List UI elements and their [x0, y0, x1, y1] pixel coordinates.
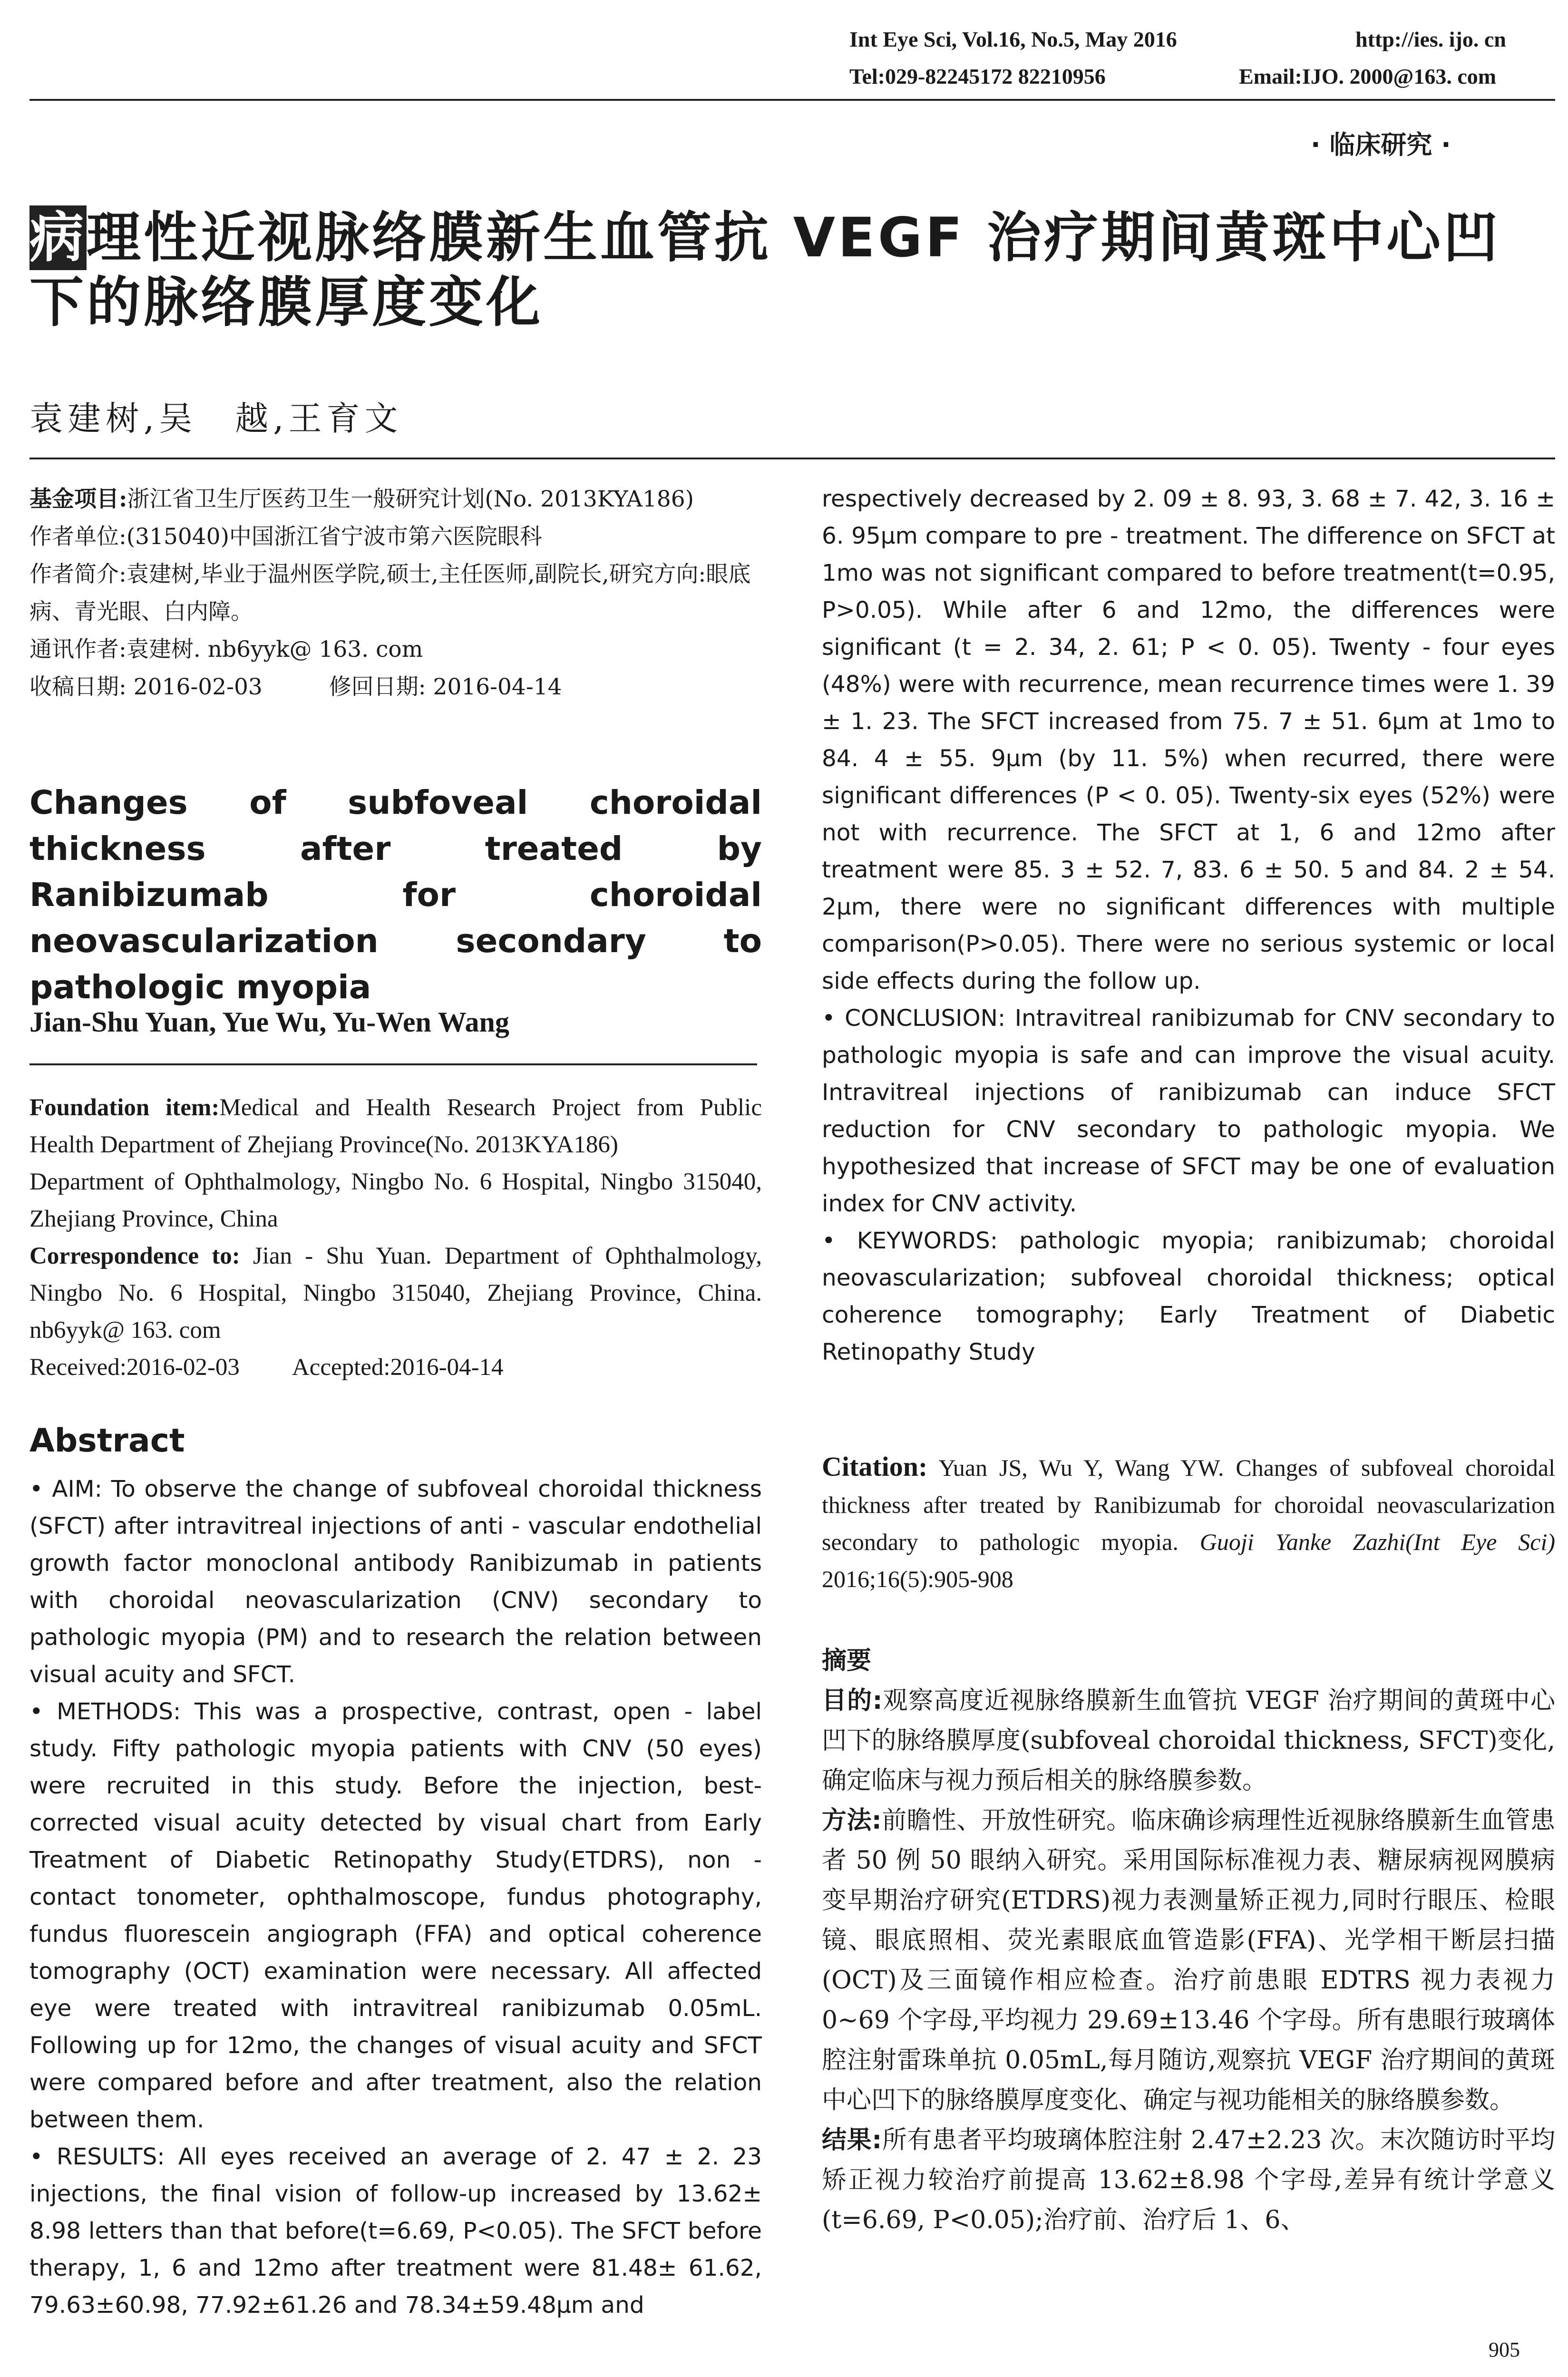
- abstract-results-part2: respectively decreased by 2. 09 ± 8. 93, 3. 68 ± 7. 42, 3. 16 ± 6. 95μm compare to pre - treatment. The difference on SFCT at 1mo was not significant compared to before treatment(t=0.95, P>0.05). While after 6 and 12mo, the differences were significant (t = 2. 34, 2. 61; P < 0. 05). Twenty - four eyes (48%) were with recurrence, mean recurrence times were 1. 39 ± 1. 23. The SFCT increased from 75. 7 ± 51. 6μm at 1mo to 84. 4 ± 55. 9μm (by 11. 5%) when recurred, there were significant differences (P < 0. 05). Twenty-six eyes (52%) were not with recurrence. The SFCT at 1, 6 and 12mo after treatment were 85. 3 ± 52. 7, 83. 6 ± 50. 5 and 84. 2 ± 54. 2μm, there were no significant differences with multiple comparison(P>0.05). There were no serious systemic or local side effects during the follow up.: [822, 486, 1555, 994]
- abstract-cn-aim-text: 观察高度近视脉络膜新生血管抗 VEGF 治疗期间的黄斑中心凹下的脉络膜厚度(subfoveal choroidal thickness, SFCT)变化,确定临床与视力预后相关的脉络膜参数。: [822, 1686, 1555, 1795]
- citation-tail: 2016;16(5):905-908: [822, 1566, 1013, 1592]
- corr-en: [29, 1237, 762, 1349]
- info-cn: [29, 480, 757, 706]
- page-number: 905: [1489, 2338, 1520, 2361]
- bio-cn: 作者简介:袁建树,毕业于温州医学院,硕士,主任医师,副院长,研究方向:眼底病、青光眼、白内障。: [29, 561, 751, 625]
- journal-tel: Tel:029-82245172 82210956: [849, 64, 1106, 88]
- title-rule: [29, 458, 1555, 459]
- citation-journal: Guoji Yanke Zazhi(Int Eye Sci): [1199, 1529, 1555, 1555]
- citation-label: Citation:: [822, 1451, 928, 1482]
- fund-en: [29, 1089, 762, 1163]
- abstract-aim: • AIM: To observe the change of subfoveal choroidal thickness (SFCT) after intravitreal injections of anti - vascular endothelial growth factor monoclonal antibody Ranibizumab in patients with choroidal neovascularization (CNV) secondary to pathologic myopia (PM) and to research the relation between visual acuity and SFCT.: [29, 1476, 762, 1688]
- journal-email[interactable]: Email:IJO. 2000@163. com: [1239, 64, 1497, 88]
- authors-en-rule: [29, 1063, 757, 1065]
- citation: [822, 1448, 1555, 1598]
- header-rule: [29, 99, 1555, 101]
- received-cn: 收稿日期: 2016-02-03: [29, 674, 263, 700]
- fund-cn-label: 基金项目:: [29, 486, 127, 512]
- dates-cn: [29, 668, 757, 706]
- title-cn-rest: 理性近视脉络膜新生血管抗 VEGF 治疗期间黄斑中心凹下的脉络膜厚度变化: [29, 206, 1500, 334]
- abstract-cn-methods: [822, 1801, 1555, 2120]
- abstract-cn-results-text: 所有患者平均玻璃体腔注射 2.47±2.23 次。末次随访时平均矫正视力较治疗前提高 13.62±8.98 个字母,差异有统计学意义(t=6.69, P<0.05);治疗前、治疗后 1、6、: [822, 2126, 1555, 2234]
- abstract-cn-results-label: 结果:: [822, 2126, 882, 2154]
- fund-en-label: Foundation item:: [29, 1094, 220, 1121]
- corr-en-label: Correspondence to:: [29, 1243, 240, 1269]
- title-cn: [29, 205, 1556, 335]
- abstract-cn-results: [822, 2120, 1555, 2240]
- authors-en: Jian-Shu Yuan, Yue Wu, Yu-Wen Wang: [29, 1006, 509, 1038]
- fund-en-text: Medical and Health Research Project from Public Health Department of Zhejiang Province(No. 2013KYA186): [29, 1094, 762, 1158]
- abstract-results-part1: • RESULTS: All eyes received an average of 2. 47 ± 2. 23 injections, the final vision of follow-up increased by 13.62± 8.98 letters than that before(t=6.69, P<0.05). The SFCT before therapy, 1, 6 and 12mo after treatment were 81.48± 61.62, 79.63±60.98, 77.92±61.26 and 78.34±59.48μm and: [29, 2143, 762, 2319]
- abstract-cn: [822, 1641, 1555, 2240]
- citation-text: Yuan JS, Wu Y, Wang YW. Changes of subfoveal choroidal thickness after treated by Ranibizumab for choroidal neovascularization secondary to pathologic myopia.: [822, 1454, 1555, 1555]
- abstract-cn-aim-label: 目的:: [822, 1686, 883, 1715]
- abstract-en-right: [822, 480, 1555, 1371]
- dates-en: [29, 1349, 762, 1386]
- journal-url[interactable]: http://ies. ijo. cn: [1355, 27, 1506, 51]
- fund-cn-text: 浙江省卫生厅医药卫生一般研究计划(No. 2013KYA186): [127, 486, 694, 512]
- received-en: Received:2016-02-03: [29, 1354, 240, 1381]
- authors-cn: 袁建树,吴 越,王育文: [29, 399, 403, 438]
- abstract-cn-aim: [822, 1681, 1555, 1801]
- title-cn-first-char: 病: [29, 206, 87, 269]
- abstract-methods: • METHODS: This was a prospective, contrast, open - label study. Fifty pathologic myopia patients with CNV (50 eyes) were recruited in this study. Before the injection, best-corrected visual acuity detected by visual chart from Early Treatment of Diabetic Retinopathy Study(ETDRS), non - contact tonometer, ophthalmoscope, fundus photography, fundus fluorescein angiograph (FFA) and optical coherence tomography (OCT) examination were necessary. All affected eye were treated with intravitreal ranibizumab 0.05mL. Following up for 12mo, the changes of visual acuity and SFCT were compared before and after treatment, also the relation between them.: [29, 1698, 762, 2133]
- abstract-cn-heading: 摘要: [822, 1646, 872, 1675]
- abstract-keywords: • KEYWORDS: pathologic myopia; ranibizumab; choroidal neovascularization; subfoveal choroidal thickness; optical coherence tomography; Early Treatment of Diabetic Retinopathy Study: [822, 1227, 1555, 1365]
- fund-cn: [29, 480, 757, 518]
- abstract-cn-methods-text: 前瞻性、开放性研究。临床确诊病理性近视脉络膜新生血管患者 50 例 50 眼纳入研究。采用国际标准视力表、糖尿病视网膜病变早期治疗研究(ETDRS)视力表测量矫正视力,同时行眼压、检眼镜、眼底照相、荧光素眼底血管造影(FFA)、光学相干断层扫描(OCT)及三面镜作相应检查。治疗前患眼 EDTRS 视力表视力 0~69 个字母,平均视力 29.69±13.46 个字母。所有患眼行玻璃体腔注射雷珠单抗 0.05mL,每月随访,观察抗 VEGF 治疗期间的黄斑中心凹下的脉络膜厚度变化、确定与视功能相关的脉络膜参数。: [822, 1806, 1555, 2114]
- abstract-conclusion: • CONCLUSION: Intravitreal ranibizumab for CNV secondary to pathologic myopia is safe and can improve the visual acuity. Intravitreal injections of ranibizumab can induce SFCT reduction for CNV secondary to pathologic myopia. We hypothesized that increase of SFCT may be one of evaluation index for CNV activity.: [822, 1005, 1555, 1217]
- abstract-cn-methods-label: 方法:: [822, 1806, 882, 1835]
- revised-cn: 修回日期: 2016-04-14: [329, 674, 562, 700]
- info-en: [29, 1089, 762, 1386]
- dept-en: Department of Ophthalmology, Ningbo No. 6 Hospital, Ningbo 315040, Zhejiang Province, China: [29, 1169, 762, 1232]
- corr-en-text: Jian - Shu Yuan. Department of Ophthalmology, Ningbo No. 6 Hospital, Ningbo 315040, Zhejiang Province, China. nb6yyk@ 163. com: [29, 1243, 762, 1344]
- accepted-en: Accepted:2016-04-14: [292, 1354, 504, 1381]
- corr-cn: 通讯作者:袁建树. nb6yyk@ 163. com: [29, 636, 423, 662]
- section-tag: · 临床研究 ·: [1311, 130, 1451, 160]
- abstract-heading: Abstract: [29, 1422, 185, 1460]
- unit-cn: 作者单位:(315040)中国浙江省宁波市第六医院眼科: [29, 524, 542, 550]
- journal-info: Int Eye Sci, Vol.16, No.5, May 2016: [849, 27, 1177, 51]
- title-en: Changes of subfoveal choroidal thickness after treated by Ranibizumab for choroidal neovascularization secondary to pathologic myopia: [29, 784, 762, 1006]
- abstract-en-left: [29, 1471, 762, 2324]
